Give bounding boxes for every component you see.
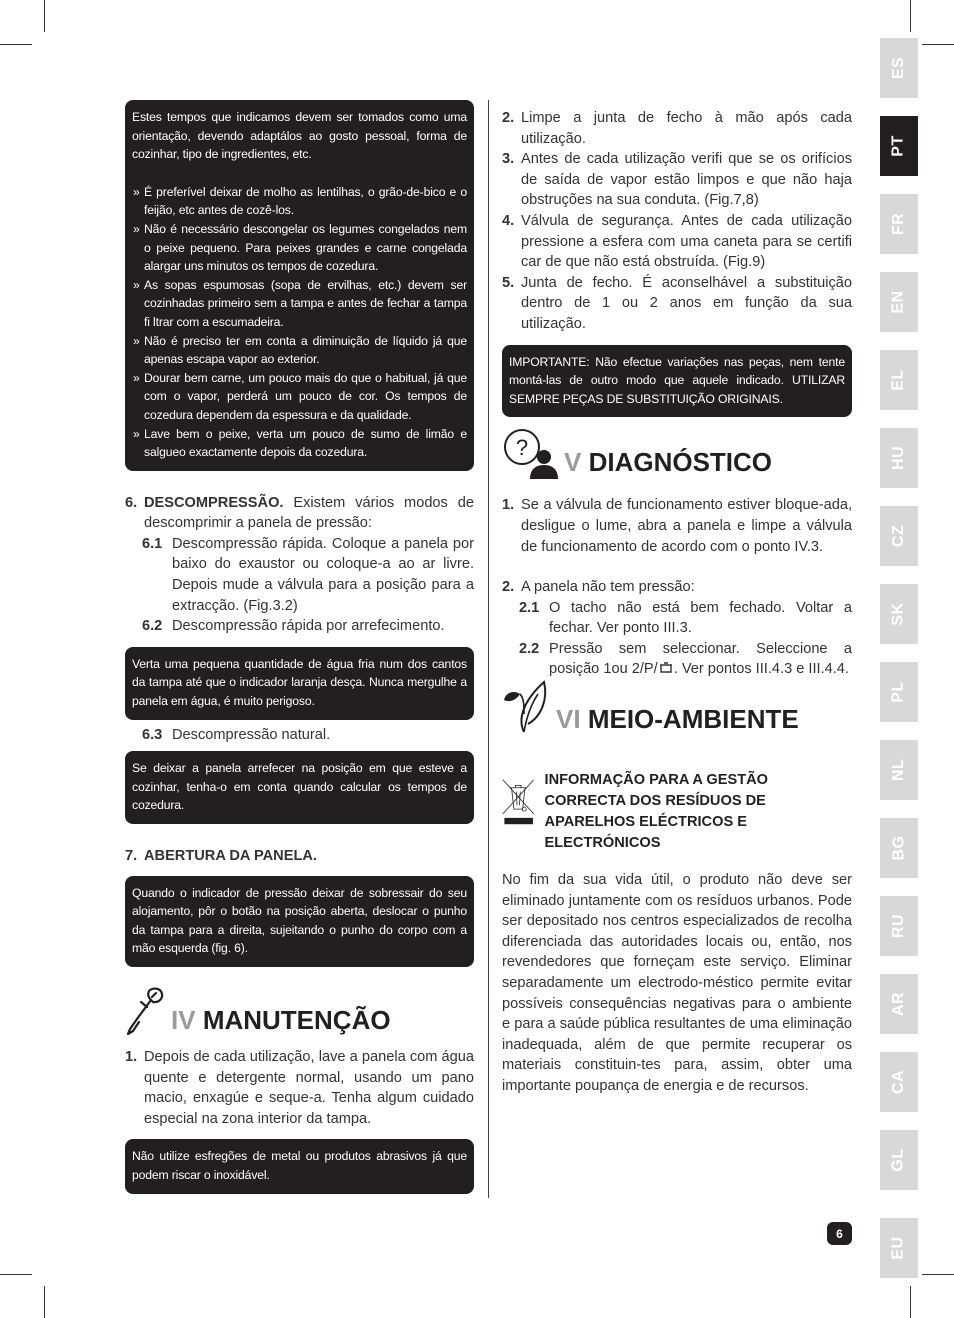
crop-mark	[910, 0, 911, 32]
tab-gl[interactable]: GL	[880, 1130, 918, 1190]
tab-bg[interactable]: BG	[880, 818, 918, 878]
diagnostics-list	[502, 495, 852, 680]
maint-item-3: 3. Antes de cada utilização verifi que se os orifícios de saída de vapor estão limpos e que não haja obstruções na sua conduta. (Fig.7,8)	[502, 151, 852, 209]
weee-title: INFORMAÇÃO PARA A GESTÃO CORRECTA DOS RESÍDUOS DE APARELHOS ELÉCTRICOS E ELECTRÓNICOS	[544, 772, 769, 852]
tab-hu[interactable]: HU	[880, 428, 918, 488]
crop-mark	[922, 1274, 954, 1275]
maint-item-2: 2. Limpe a junta de fecho à mão após cada utilização.	[502, 110, 852, 147]
left-column	[125, 100, 474, 1194]
diag-item-1: 1. Se a válvula de funcionamento estiver bloque-ada, desligue o lume, abra a panela e limpe a válvula de funcionamento de acordo com o ponto IV.3.	[502, 497, 852, 555]
tips-intro: Estes tempos que indicamos devem ser tomados como uma orientação, devendo adaptálos ao gosto pessoal, forma de cozinhar, tipo de ingredientes, etc.	[132, 110, 467, 162]
tab-es[interactable]: ES	[880, 38, 918, 98]
natural-decompression-box: Se deixar a panela arrefecer na posição em que esteve a cozinhar, tenha-o em conta quando calcular os tempos de cozedura.	[125, 751, 474, 824]
diagnostics-title: V DIAGNÓSTICO	[564, 447, 773, 478]
tab-fr[interactable]: FR	[880, 194, 918, 254]
crossed-bin-icon	[502, 744, 535, 860]
crop-mark	[0, 1274, 32, 1275]
tips-item: » Não é necessário descongelar os legumes congelados nem o peixe pequeno. Para peixes grandes e carne congelada alargar uns minutos os tempos de cozedura.	[132, 220, 467, 276]
right-column	[502, 108, 852, 1097]
item-6-3: 6.3 Descompressão natural.	[142, 726, 331, 743]
leaf-icon	[502, 676, 550, 736]
item-6-title: DESCOMPRESSÃO.	[144, 494, 284, 511]
tips-item: » É preferível deixar de molho as lentilhas, o grão-de-bico e o feijão, etc antes de cozê-los.	[132, 183, 467, 220]
column-divider	[488, 100, 489, 1198]
important-box: IMPORTANTE: Não efectue variações nas peças, nem tente montá-las de outro modo que aquele indicado. UTILIZAR SEMPRE PEÇAS DE SUBSTITUIÇÃO ORIGINAIS.	[502, 345, 852, 418]
crop-mark	[0, 44, 32, 45]
weee-block	[502, 744, 852, 860]
tips-item: » Não é preciso ter em conta a diminuição de líquido já que apenas escapa vapor ao exterior.	[132, 332, 467, 369]
section-diagnostics-heading	[502, 427, 852, 479]
maintenance-list	[502, 108, 852, 335]
tips-list	[132, 183, 467, 462]
maintenance-title: IV MANUTENÇÃO	[171, 1004, 391, 1035]
tab-eu[interactable]: EU	[880, 1218, 918, 1278]
tab-cz[interactable]: CZ	[880, 506, 918, 566]
question-person-icon	[502, 427, 558, 479]
crop-mark	[44, 1286, 45, 1318]
item-7: 7. ABERTURA DA PANELA.	[125, 848, 317, 864]
maint-item-1: 1. Depois de cada utilização, lave a panela com água quente e detergente normal, usando um pano macio, enxagúe e seque-a. Tenha algum cuidado especial na zona interior da tampa.	[125, 1048, 474, 1127]
diag-item-2: 2. A panela não tem pressão:	[502, 579, 695, 596]
crop-mark	[44, 0, 45, 32]
tab-pl[interactable]: PL	[880, 662, 918, 722]
item-6: 6. DESCOMPRESSÃO. Existem vários modos de descomprimir a panela de pressão:	[125, 494, 474, 532]
cooking-tips-box	[125, 100, 474, 471]
tips-item: » As sopas espumosas (sopa de ervilhas, etc.) devem ser cozinhadas primeiro sem a tampa e antes de fechar a tampa fi ltrar com a escumadeira.	[132, 276, 467, 332]
tab-sk[interactable]: SK	[880, 584, 918, 644]
tab-ca[interactable]: CA	[880, 1052, 918, 1112]
tips-item: » Lave bem o peixe, verta um pouco de sumo de limão e salgueo exactamente depois da cozedura.	[132, 425, 467, 462]
environment-title: VI MEIO-AMBIENTE	[556, 704, 799, 735]
svg-text:?: ?	[515, 435, 529, 461]
item-6-text: Existem vários modos de descomprimir a panela de pressão:	[144, 494, 474, 532]
tab-ar[interactable]: AR	[880, 974, 918, 1034]
screwdriver-icon	[125, 985, 165, 1037]
crop-mark	[922, 44, 954, 45]
tab-en[interactable]: EN	[880, 272, 918, 332]
pot-icon	[658, 662, 674, 674]
abrasive-warning-box: Não utilize esfregões de metal ou produtos abrasivos já que podem riscar o inoxidável.	[125, 1139, 474, 1193]
decompression-section	[125, 493, 474, 637]
crop-mark	[910, 1286, 911, 1318]
diag-item-2-1: 2.1 O tacho não está bem fechado. Voltar a fechar. Ver ponto III.3.	[519, 599, 852, 637]
diag-item-2-2: 2.2 Pressão sem seleccionar. Seleccione a posição 1ou 2/P/ . Ver pontos III.4.3 e III.4.4.	[519, 640, 852, 678]
maint-item-5: 5. Junta de fecho. É aconselhável a substituição dentro de 1 ou 2 anos em função da sua utilização.	[502, 274, 852, 332]
tab-nl[interactable]: NL	[880, 740, 918, 800]
section-environment-heading	[502, 684, 852, 736]
tab-ru[interactable]: RU	[880, 896, 918, 956]
item-6-1: 6.1 Descompressão rápida. Coloque a panela por baixo do exaustor ou coloque-a ao ar livre. Depois mude a válvula para a posição para a extracção. (Fig.3.2)	[142, 535, 474, 614]
tab-pt[interactable]: PT	[880, 116, 918, 176]
environment-text: No fim da sua vida útil, o produto não deve ser eliminado juntamente com os resíduos urbanos. Pode ser depositado nos centros especializados de recolha diferenciada das autoridades locais ou, então, nos revendedores que forneçam este serviço. Eliminar separadamente um electrodo-méstico permite evitar possíveis consequências negativas para o ambiente e para a saúde pública resultantes de uma eliminação inadequada, além de que permite recuperar os materiais constituin-tes para, assim, obter uma importante poupança de energia e de recursos.	[502, 872, 852, 1094]
tips-item: » Dourar bem carne, um pouco mais do que o habitual, já que com o vapor, perderá um pouco de cor. Os tempos de cozedura dependem da espessura e da qualidade.	[132, 369, 467, 425]
section-maintenance-heading	[125, 985, 474, 1037]
opening-box: Quando o indicador de pressão deixar de sobressair do seu alojamento, pôr o botão na posição aberta, deslocar o punho da tampa para a direita, sujeitando o punho do corpo com a mão esquerda (fig. 6).	[125, 876, 474, 967]
maint-item-4: 4. Válvula de segurança. Antes de cada utilização pressione a esfera com uma caneta para se certifi car de que não está obstruída. (Fig.9)	[502, 212, 852, 271]
page-number: 6	[827, 1222, 852, 1245]
cooling-note-box: Verta uma pequena quantidade de água fria num dos cantos da tampa até que o indicador laranja desça. Nunca mergulhe a panela em água, é muito perigoso.	[125, 647, 474, 720]
item-6-2: 6.2 Descompressão rápida por arrefecimento.	[142, 618, 445, 635]
tab-el[interactable]: EL	[880, 350, 918, 410]
